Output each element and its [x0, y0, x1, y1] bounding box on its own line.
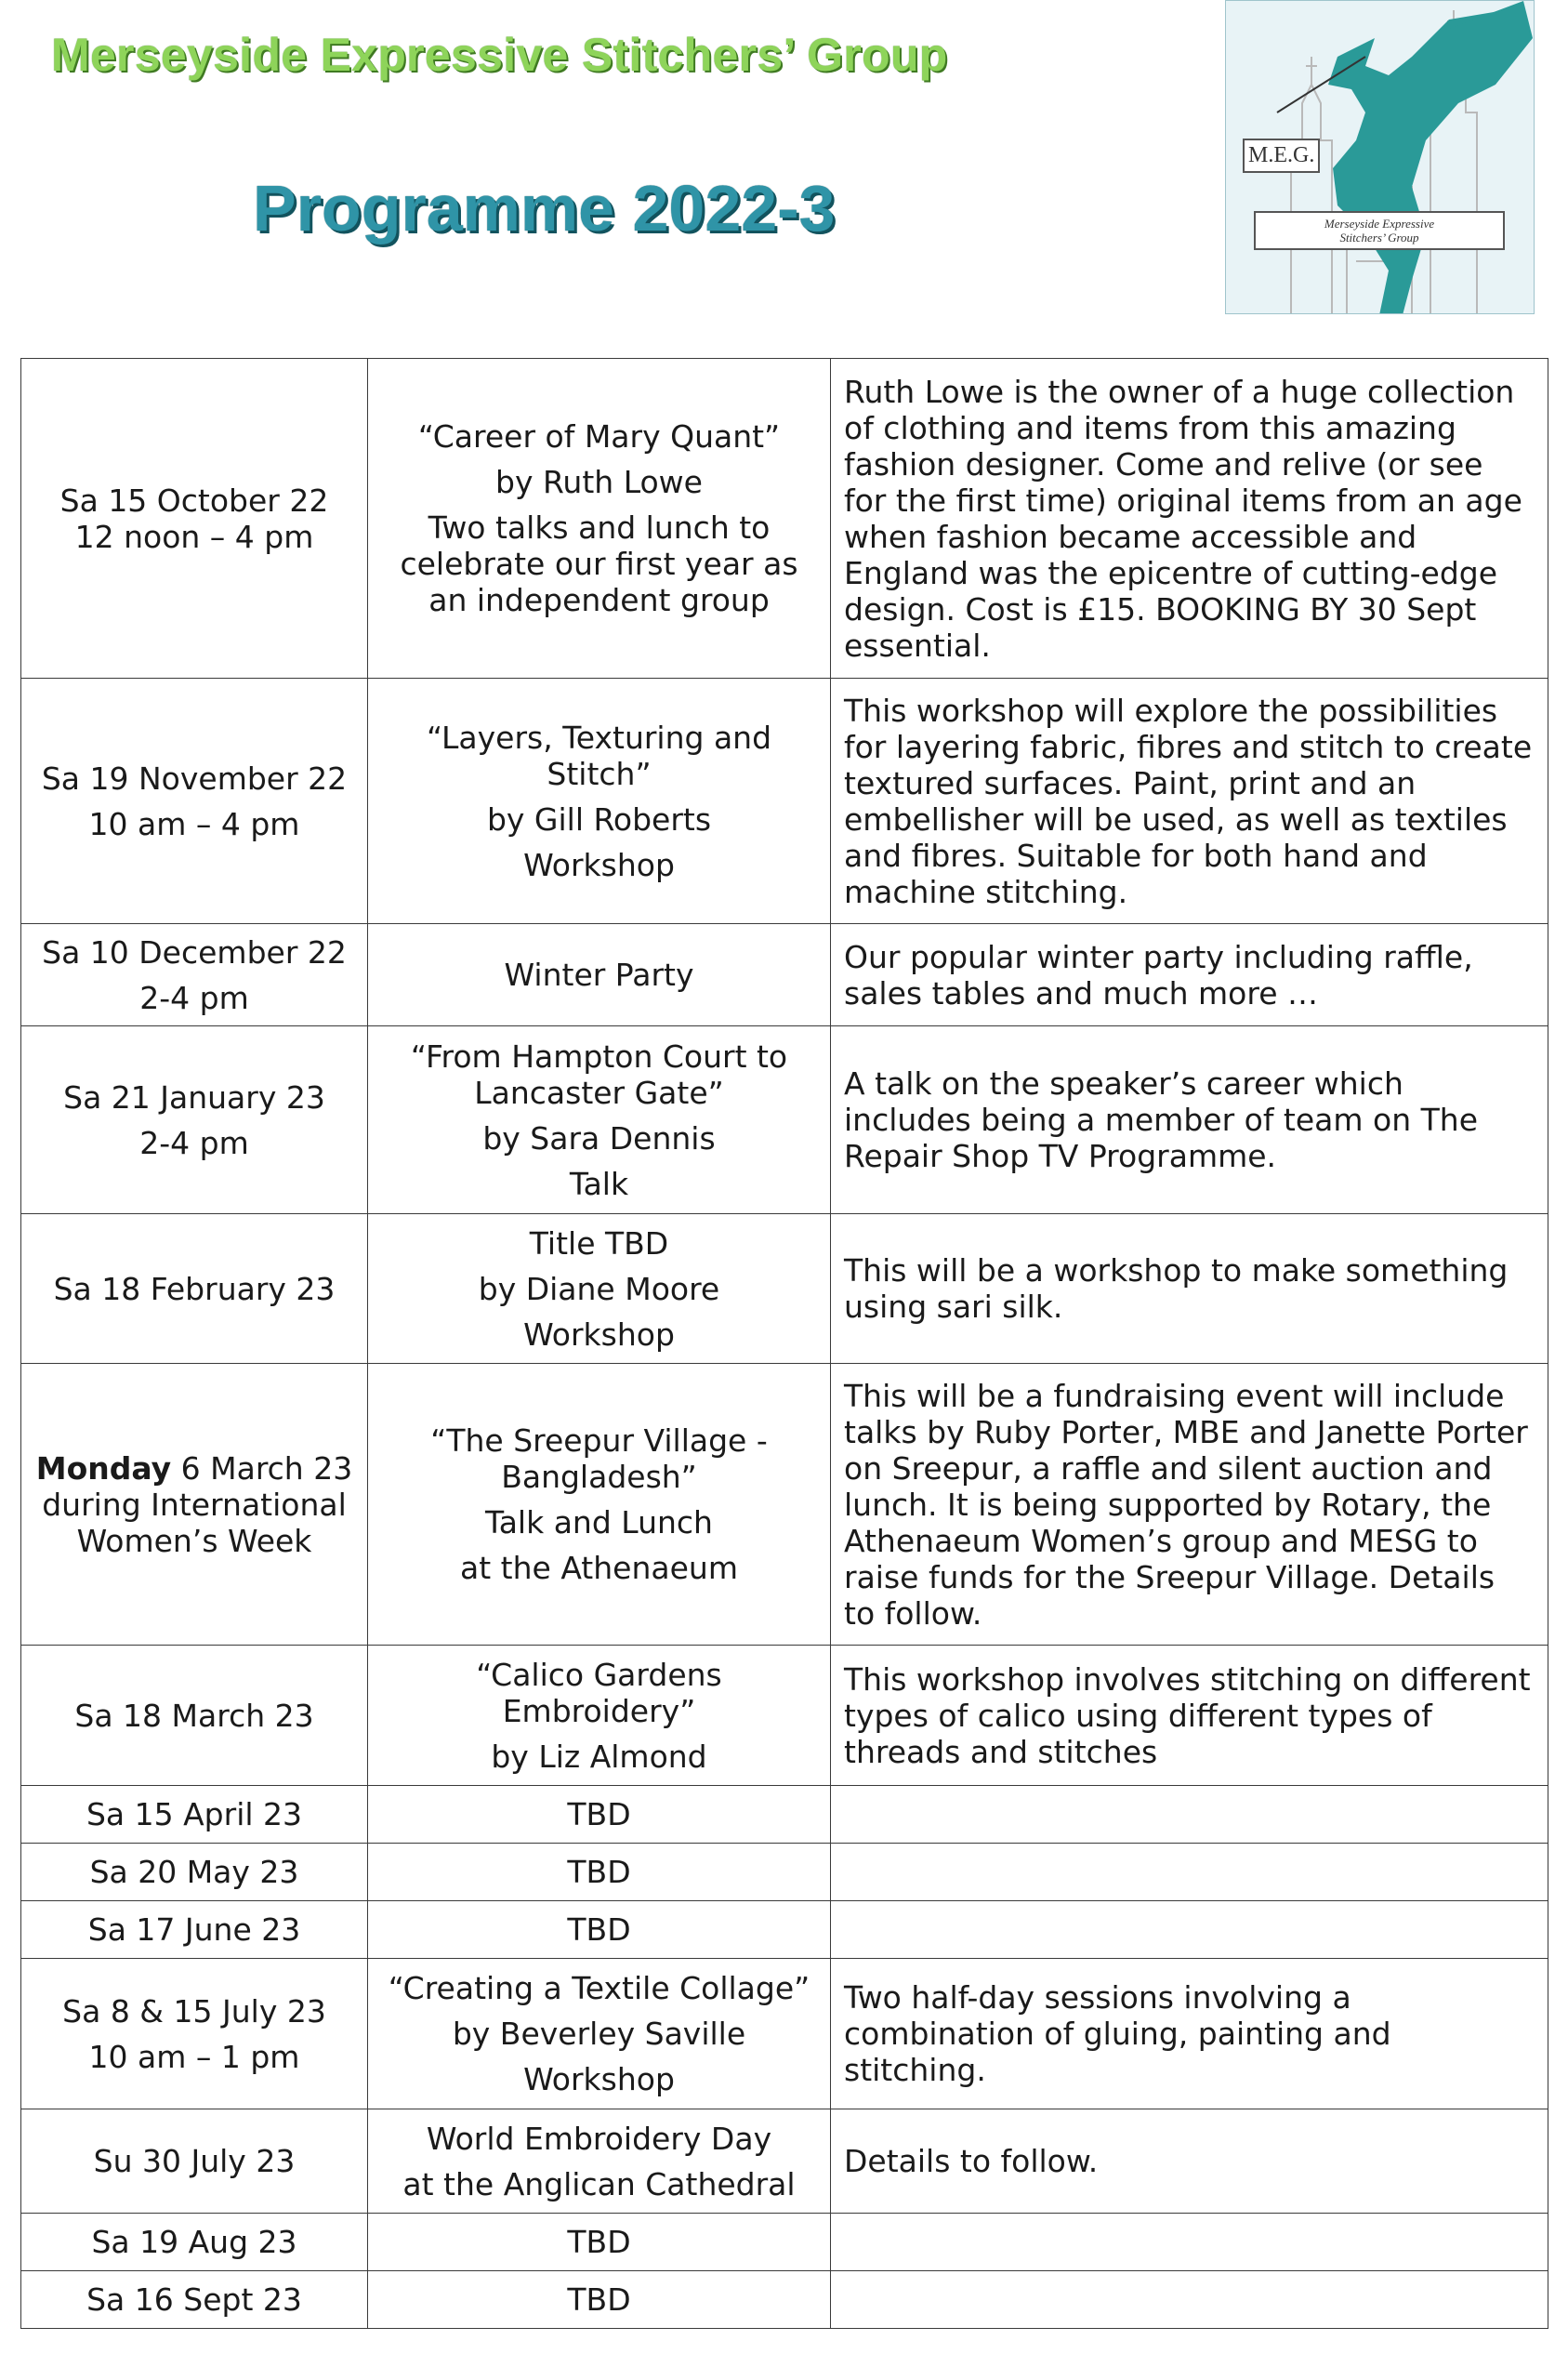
- date-line: Sa 19 Aug 23: [91, 2224, 297, 2260]
- table-row: [21, 1026, 1548, 1214]
- table-row: [21, 1901, 1548, 1959]
- event-title: [368, 1646, 831, 1786]
- date-line: Sa 16 Sept 23: [86, 2281, 302, 2318]
- programme-table: [20, 358, 1548, 2329]
- event-date: [21, 1901, 368, 1959]
- event-line: TBD: [567, 1911, 631, 1948]
- event-line: Bangladesh”: [501, 1459, 697, 1495]
- event-title: [368, 1026, 831, 1214]
- date-day: 6 March 23: [171, 1449, 353, 1487]
- logo-subtitle: [1254, 211, 1505, 250]
- event-title: [368, 1901, 831, 1959]
- table-row: [21, 1364, 1548, 1646]
- event-line: by Beverley Saville: [452, 2016, 746, 2052]
- table-row: [21, 1646, 1548, 1786]
- event-description: This workshop will explore the possibilities for layering fabric, fibres and stitch to create textured surfaces. Paint, print and an embellisher will be used, as well as textiles and fibres. Suitable for both hand and machine stitching.: [831, 679, 1548, 924]
- event-description: [831, 1901, 1548, 1959]
- date-line: Sa 18 March 23: [74, 1697, 314, 1734]
- event-line: World Embroidery Day: [426, 2120, 772, 2157]
- event-title: [368, 1364, 831, 1646]
- event-line: Workshop: [523, 2061, 675, 2097]
- logo-subtitle-line: Merseyside Expressive: [1324, 217, 1435, 231]
- event-date: [21, 2109, 368, 2214]
- event-description: Two half-day sessions involving a combination of gluing, painting and stitching.: [831, 1959, 1548, 2109]
- table-row: [21, 2271, 1548, 2329]
- event-description: [831, 2214, 1548, 2271]
- time-line: 2-4 pm: [139, 979, 249, 1016]
- event-title: [368, 2214, 831, 2271]
- date-line: Sa 15 October 22: [59, 482, 329, 519]
- date-weekday: Monday: [35, 1449, 172, 1487]
- event-line: by Liz Almond: [491, 1738, 707, 1775]
- event-line: Stitch”: [547, 755, 652, 792]
- logo-subtitle-line: Stitchers’ Group: [1339, 231, 1419, 245]
- event-title: [368, 1214, 831, 1364]
- time-line: 10 am – 1 pm: [88, 2038, 300, 2075]
- table-row: [21, 924, 1548, 1026]
- event-line: TBD: [567, 1854, 631, 1890]
- event-line: Title TBD: [529, 1224, 669, 1262]
- event-line: an independent group: [428, 582, 770, 618]
- event-line: TBD: [567, 2224, 631, 2260]
- event-line: TBD: [567, 1796, 631, 1832]
- date-line: Su 30 July 23: [93, 2143, 296, 2179]
- table-row: [21, 2109, 1548, 2214]
- table-row: [21, 2214, 1548, 2271]
- table-row: [21, 1844, 1548, 1901]
- organisation-name: Merseyside Expressive Stitchers’ Group: [51, 29, 948, 81]
- table-row: [21, 359, 1548, 679]
- event-date: [21, 679, 368, 924]
- event-line: by Ruth Lowe: [495, 464, 703, 500]
- date-line: [34, 1450, 354, 1487]
- table-row: [21, 679, 1548, 924]
- table-row: [21, 1786, 1548, 1844]
- event-description: Our popular winter party including raffle, sales tables and much more …: [831, 924, 1548, 1026]
- event-description: [831, 2271, 1548, 2329]
- event-line: Embroidery”: [502, 1692, 696, 1729]
- event-description: [831, 1844, 1548, 1901]
- date-line: Sa 8 & 15 July 23: [62, 1992, 326, 2030]
- time-line: 10 am – 4 pm: [88, 805, 300, 842]
- logo-abbreviation: M.E.G.: [1243, 139, 1320, 173]
- event-date: [21, 1646, 368, 1786]
- event-line: at the Athenaeum: [460, 1550, 738, 1586]
- event-line: Talk: [569, 1165, 629, 1202]
- event-line: “Career of Mary Quant”: [417, 418, 781, 455]
- event-date: [21, 1026, 368, 1214]
- event-title: [368, 2109, 831, 2214]
- table-row: [21, 1214, 1548, 1364]
- event-line: “Layers, Texturing and: [426, 719, 772, 756]
- date-line: Sa 21 January 23: [63, 1078, 325, 1116]
- event-line: at the Anglican Cathedral: [402, 2165, 796, 2202]
- event-line: Workshop: [523, 1316, 675, 1353]
- event-line: “Calico Gardens: [476, 1656, 722, 1693]
- event-line: Two talks and lunch to: [428, 509, 771, 546]
- event-description: A talk on the speaker’s career which includes being a member of team on The Repair Shop TV Programme.: [831, 1026, 1548, 1214]
- time-line: 12 noon – 4 pm: [74, 518, 314, 555]
- event-title: [368, 1844, 831, 1901]
- event-description: This will be a fundraising event will include talks by Ruby Porter, MBE and Janette Porter on Sreepur, a raffle and silent auction and lunch. It is being supported by Rotary, the Athenaeum Women’s group and MESG to raise funds for the Sreepur Village. Details to follow.: [831, 1364, 1548, 1646]
- event-line: TBD: [567, 2281, 631, 2318]
- event-line: “From Hampton Court to: [410, 1038, 788, 1075]
- event-description: Ruth Lowe is the owner of a huge collection of clothing and items from this amazing fashion designer. Come and relive (or see for the first time) original items from an age when fashion became accessible and England was the epicentre of cutting-edge design. Cost is £15. BOOKING BY 30 Sept essential.: [831, 359, 1548, 679]
- event-description: This will be a workshop to make something using sari silk.: [831, 1214, 1548, 1364]
- date-line: Sa 10 December 22: [42, 933, 347, 971]
- date-line: Sa 18 February 23: [53, 1270, 336, 1307]
- event-date: [21, 1959, 368, 2109]
- event-title: [368, 924, 831, 1026]
- date-line: Sa 20 May 23: [89, 1854, 299, 1890]
- event-description: This workshop involves stitching on different types of calico using different types of threads and stitches: [831, 1646, 1548, 1786]
- programme-title: Programme 2022-3: [253, 172, 836, 245]
- meg-logo: [1225, 0, 1535, 314]
- event-title: [368, 359, 831, 679]
- event-date: [21, 1214, 368, 1364]
- event-date: [21, 2271, 368, 2329]
- time-line: 2-4 pm: [139, 1124, 249, 1161]
- date-note-line: during International: [42, 1486, 347, 1523]
- event-line: by Diane Moore: [478, 1270, 720, 1307]
- event-date: [21, 924, 368, 1026]
- event-title: [368, 679, 831, 924]
- event-date: [21, 1844, 368, 1901]
- event-line: by Gill Roberts: [486, 800, 712, 838]
- event-line: “The Sreepur Village -: [430, 1422, 768, 1459]
- date-line: Sa 17 June 23: [87, 1911, 301, 1948]
- event-description: [831, 1786, 1548, 1844]
- event-line: Winter Party: [504, 957, 694, 993]
- event-date: [21, 359, 368, 679]
- event-date: [21, 1364, 368, 1646]
- event-date: [21, 2214, 368, 2271]
- event-line: Lancaster Gate”: [474, 1074, 724, 1111]
- date-line: Sa 19 November 22: [41, 760, 348, 797]
- event-title: [368, 2271, 831, 2329]
- table-row: [21, 1959, 1548, 2109]
- event-description: Details to follow.: [831, 2109, 1548, 2214]
- event-line: celebrate our first year as: [400, 546, 798, 582]
- event-title: [368, 1786, 831, 1844]
- event-line: “Creating a Textile Collage”: [388, 1970, 810, 2006]
- event-title: [368, 1959, 831, 2109]
- date-note-line: Women’s Week: [76, 1522, 312, 1559]
- event-line: by Sara Dennis: [482, 1119, 716, 1157]
- event-date: [21, 1786, 368, 1844]
- event-line: Talk and Lunch: [485, 1504, 713, 1540]
- date-line: Sa 15 April 23: [86, 1796, 303, 1832]
- event-line: Workshop: [523, 846, 675, 883]
